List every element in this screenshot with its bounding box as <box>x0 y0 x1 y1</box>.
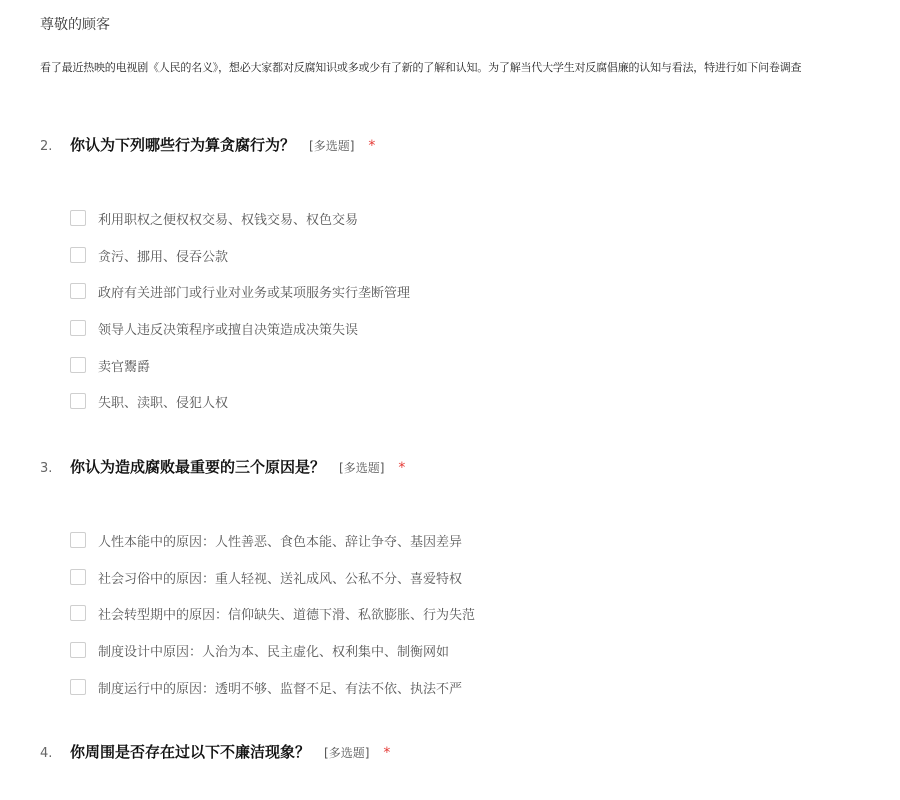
option-label: 贪污、挪用、侵吞公款 <box>98 249 229 265</box>
option-label: 社会转型期中的原因：信仰缺失、道德下滑、私欲膨胀、行为失范 <box>98 607 476 623</box>
checkbox[interactable] <box>70 605 86 621</box>
question-header <box>40 456 890 480</box>
checkbox[interactable] <box>70 320 86 336</box>
checkbox[interactable] <box>70 210 86 226</box>
question-header <box>40 741 890 765</box>
option-checkbox-row[interactable] <box>70 640 449 660</box>
checkbox[interactable] <box>70 532 86 548</box>
question-number: 3. <box>40 461 53 476</box>
option-checkbox-row[interactable] <box>70 391 228 411</box>
option-label: 政府有关进部门或行业对业务或某项服务实行垄断管理 <box>98 285 411 301</box>
question-4 <box>40 741 890 765</box>
question-type-badge: [多选题] <box>324 746 370 760</box>
question-title: 你周围是否存在过以下不廉洁现象？ <box>70 743 311 761</box>
checkbox[interactable] <box>70 283 86 299</box>
question-3 <box>40 456 890 480</box>
option-checkbox-row[interactable] <box>70 677 462 697</box>
option-label: 利用职权之便权权交易、权钱交易、权色交易 <box>98 212 359 228</box>
option-label: 社会习俗中的原因：重人轻视、送礼成风、公私不分、喜爱特权 <box>98 571 463 587</box>
checkbox[interactable] <box>70 642 86 658</box>
option-label: 领导人违反决策程序或擅自决策造成决策失误 <box>98 322 359 338</box>
question-2 <box>40 134 890 158</box>
question-title: 你认为下列哪些行为算贪腐行为？ <box>70 136 296 154</box>
required-marker: * <box>383 745 391 761</box>
checkbox[interactable] <box>70 247 86 263</box>
option-checkbox-row[interactable] <box>70 318 358 338</box>
option-checkbox-row[interactable] <box>70 567 462 587</box>
option-label: 卖官鬻爵 <box>98 359 151 375</box>
option-checkbox-row[interactable] <box>70 208 358 228</box>
question-title: 你认为造成腐败最重要的三个原因是？ <box>70 458 326 476</box>
question-number: 4. <box>40 746 53 761</box>
option-checkbox-row[interactable] <box>70 245 228 265</box>
option-label: 失职、渎职、侵犯人权 <box>98 395 229 411</box>
option-label: 制度运行中的原因：透明不够、监督不足、有法不依、执法不严 <box>98 681 463 697</box>
question-type-badge: [多选题] <box>339 461 385 475</box>
option-checkbox-row[interactable] <box>70 530 462 550</box>
required-marker: * <box>398 460 406 476</box>
checkbox[interactable] <box>70 679 86 695</box>
question-number: 2. <box>40 139 53 154</box>
option-checkbox-row[interactable] <box>70 603 475 623</box>
required-marker: * <box>368 138 376 154</box>
option-checkbox-row[interactable] <box>70 355 150 375</box>
option-label: 人性本能中的原因：人性善恶、食色本能、辞让争夺、基因差异 <box>98 534 463 550</box>
option-label: 制度设计中原因：人治为本、民主虚化、权利集中、制衡网如 <box>98 644 450 660</box>
survey-intro: 看了最近热映的电视剧《人民的名义》，想必大家都对反腐知识或多或少有了新的了解和认知。为了解当代大学生对反腐倡廉的认知与看法，特进行如下问卷调查 <box>40 61 802 74</box>
option-checkbox-row[interactable] <box>70 281 410 301</box>
question-header <box>40 134 890 158</box>
question-type-badge: [多选题] <box>309 139 355 153</box>
checkbox[interactable] <box>70 357 86 373</box>
greeting-heading: 尊敬的顾客 <box>40 17 110 33</box>
checkbox[interactable] <box>70 569 86 585</box>
checkbox[interactable] <box>70 393 86 409</box>
